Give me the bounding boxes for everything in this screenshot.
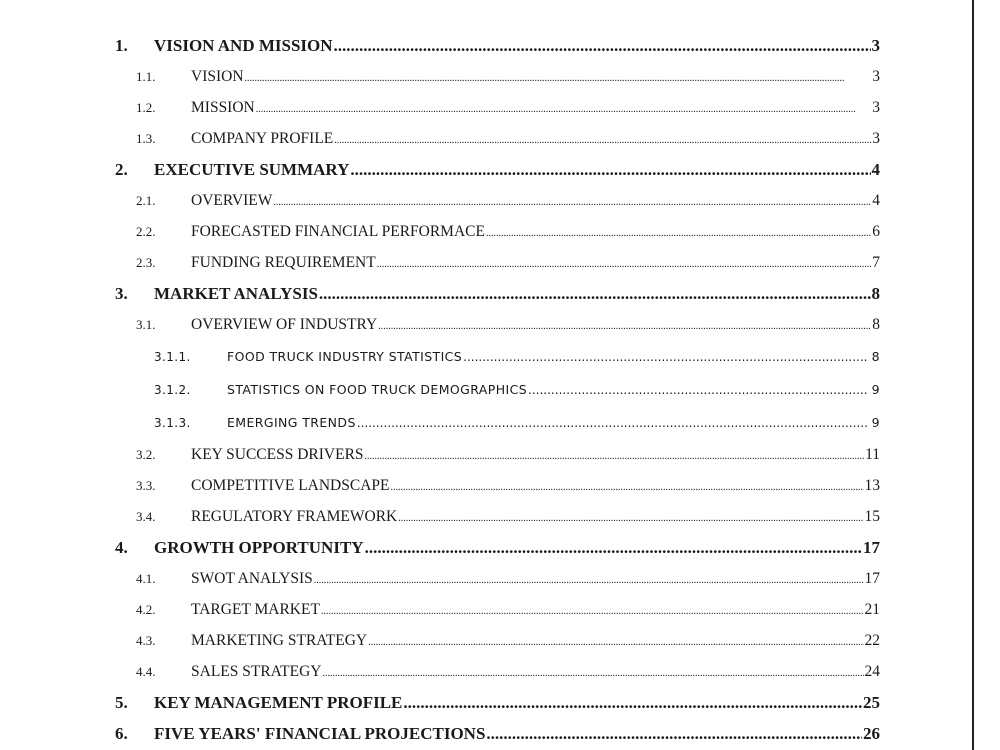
toc-entry-title: EXECUTIVE SUMMARY: [154, 160, 350, 179]
toc-entry-number: 4.2.: [136, 602, 156, 617]
dot-leader: [391, 472, 864, 503]
dot-leader: [334, 30, 871, 61]
toc-entry[interactable]: [115, 373, 880, 406]
dot-leader: [463, 341, 867, 374]
toc-entry-title: MARKETING STRATEGY: [191, 632, 368, 649]
dot-leader: [256, 94, 872, 125]
toc-entry-page: 9: [871, 382, 880, 397]
toc-entry-number: 1.: [115, 36, 128, 55]
toc-entry[interactable]: [115, 718, 880, 749]
toc-entry[interactable]: [115, 309, 880, 340]
dot-leader: [486, 718, 862, 749]
toc-entry-number: 4.1.: [136, 571, 156, 586]
toc-entry-title: OVERVIEW: [191, 192, 273, 209]
dot-leader: [322, 658, 863, 689]
toc-entry-number: 4.3.: [136, 633, 156, 648]
toc-entry-number: 1.3.: [136, 131, 156, 146]
toc-entry-page: 8: [872, 316, 880, 333]
toc-entry-title: EMERGING TRENDS: [227, 415, 356, 430]
toc-entry-number: 3.1.1.: [154, 350, 191, 364]
dot-leader: [398, 503, 863, 534]
toc-entry[interactable]: [115, 30, 880, 61]
toc-entry-number: 5.: [115, 693, 128, 712]
toc-entry-page: 8: [871, 349, 880, 364]
toc-entry[interactable]: [115, 154, 880, 185]
dot-leader: [245, 63, 872, 94]
toc-entry-page: 21: [864, 601, 880, 618]
toc-entry-title: FUNDING REQUIREMENT: [191, 254, 376, 271]
toc-entry-number: 3.4.: [136, 509, 156, 524]
toc-entry-page: 8: [871, 284, 880, 303]
toc-entry-number: 3.1.: [136, 317, 156, 332]
toc-entry[interactable]: [115, 92, 880, 123]
toc-entry-page: 9: [871, 415, 880, 430]
dot-leader: [403, 687, 862, 718]
toc-entry-page: 13: [864, 477, 880, 494]
toc-entry-page: 22: [864, 632, 880, 649]
toc-entry[interactable]: [115, 216, 880, 247]
toc-entry[interactable]: [115, 656, 880, 687]
toc-entry[interactable]: [115, 501, 880, 532]
toc-entry-number: 2.: [115, 160, 128, 179]
toc-entry[interactable]: [115, 532, 880, 563]
toc-entry[interactable]: [115, 247, 880, 278]
toc-entry-number: 1.2.: [136, 100, 156, 115]
toc-entry-title: VISION: [191, 68, 244, 85]
toc-entry[interactable]: [115, 278, 880, 309]
dot-leader: [528, 374, 867, 407]
toc-entry-page: 6: [872, 223, 880, 240]
toc-entry-title: SALES STRATEGY: [191, 663, 322, 680]
dot-leader: [486, 218, 871, 249]
toc-entry-number: 1.1.: [136, 69, 156, 84]
toc-entry-title: FOOD TRUCK INDUSTRY STATISTICS: [227, 349, 463, 364]
toc-entry-title: COMPANY PROFILE: [191, 130, 334, 147]
toc-entry-title: MARKET ANALYSIS: [154, 284, 318, 303]
toc-entry-title: FORECASTED FINANCIAL PERFORMACE: [191, 223, 485, 240]
toc-entry[interactable]: [115, 687, 880, 718]
table-of-contents: [115, 30, 880, 749]
toc-entry[interactable]: [115, 563, 880, 594]
toc-entry[interactable]: [115, 340, 880, 373]
toc-entry-title: TARGET MARKET: [191, 601, 320, 618]
toc-entry-number: 3.1.2.: [154, 383, 191, 397]
toc-entry-title: SWOT ANALYSIS: [191, 570, 313, 587]
toc-entry-title: GROWTH OPPORTUNITY: [154, 538, 364, 557]
toc-entry-page: 24: [864, 663, 880, 680]
dot-leader: [377, 249, 872, 280]
toc-entry-page: 3: [872, 130, 880, 147]
toc-entry-page: 17: [863, 538, 880, 557]
dot-leader: [365, 441, 865, 472]
toc-entry-number: 6.: [115, 724, 128, 743]
toc-entry[interactable]: [115, 625, 880, 656]
toc-entry-number: 4.4.: [136, 664, 156, 679]
toc-entry-page: 4: [871, 160, 880, 179]
dot-leader: [314, 565, 864, 596]
toc-entry-number: 3.1.3.: [154, 416, 191, 430]
toc-entry[interactable]: [115, 406, 880, 439]
toc-entry-title: FIVE YEARS' FINANCIAL PROJECTIONS: [154, 724, 486, 743]
toc-entry[interactable]: [115, 470, 880, 501]
dot-leader: [378, 311, 871, 342]
toc-entry[interactable]: [115, 439, 880, 470]
toc-entry-title: KEY SUCCESS DRIVERS: [191, 446, 364, 463]
toc-entry[interactable]: [115, 594, 880, 625]
page-edge-border: [972, 0, 974, 750]
dot-leader: [368, 627, 863, 658]
dot-leader: [334, 125, 871, 156]
dot-leader: [365, 532, 862, 563]
toc-entry-title: STATISTICS ON FOOD TRUCK DEMOGRAPHICS: [227, 382, 528, 397]
toc-entry-number: 4.: [115, 538, 128, 557]
toc-entry[interactable]: [115, 123, 880, 154]
toc-entry-number: 2.2.: [136, 224, 156, 239]
toc-entry-page: 3: [871, 36, 880, 55]
toc-entry[interactable]: [115, 61, 880, 92]
toc-entry-number: 3.: [115, 284, 128, 303]
dot-leader: [357, 407, 867, 440]
toc-entry-title: COMPETITIVE LANDSCAPE: [191, 477, 390, 494]
toc-entry-page: 3: [872, 68, 880, 85]
toc-entry-number: 2.1.: [136, 193, 156, 208]
toc-entry-page: 3: [872, 99, 880, 116]
toc-entry-page: 25: [863, 693, 880, 712]
toc-entry-page: 7: [872, 254, 880, 271]
toc-entry[interactable]: [115, 185, 880, 216]
toc-entry-page: 26: [863, 724, 880, 743]
toc-entry-title: OVERVIEW OF INDUSTRY: [191, 316, 378, 333]
dot-leader: [319, 278, 871, 309]
toc-entry-number: 3.2.: [136, 447, 156, 462]
toc-entry-number: 2.3.: [136, 255, 156, 270]
dot-leader: [321, 596, 864, 627]
toc-entry-page: 17: [864, 570, 880, 587]
toc-entry-title: VISION AND MISSION: [154, 36, 333, 55]
dot-leader: [273, 187, 871, 218]
toc-entry-page: 11: [865, 446, 880, 463]
toc-entry-title: KEY MANAGEMENT PROFILE: [154, 693, 403, 712]
toc-entry-title: REGULATORY FRAMEWORK: [191, 508, 398, 525]
dot-leader: [350, 154, 870, 185]
toc-entry-number: 3.3.: [136, 478, 156, 493]
toc-entry-page: 15: [864, 508, 880, 525]
toc-entry-title: MISSION: [191, 99, 255, 116]
toc-entry-page: 4: [872, 192, 880, 209]
